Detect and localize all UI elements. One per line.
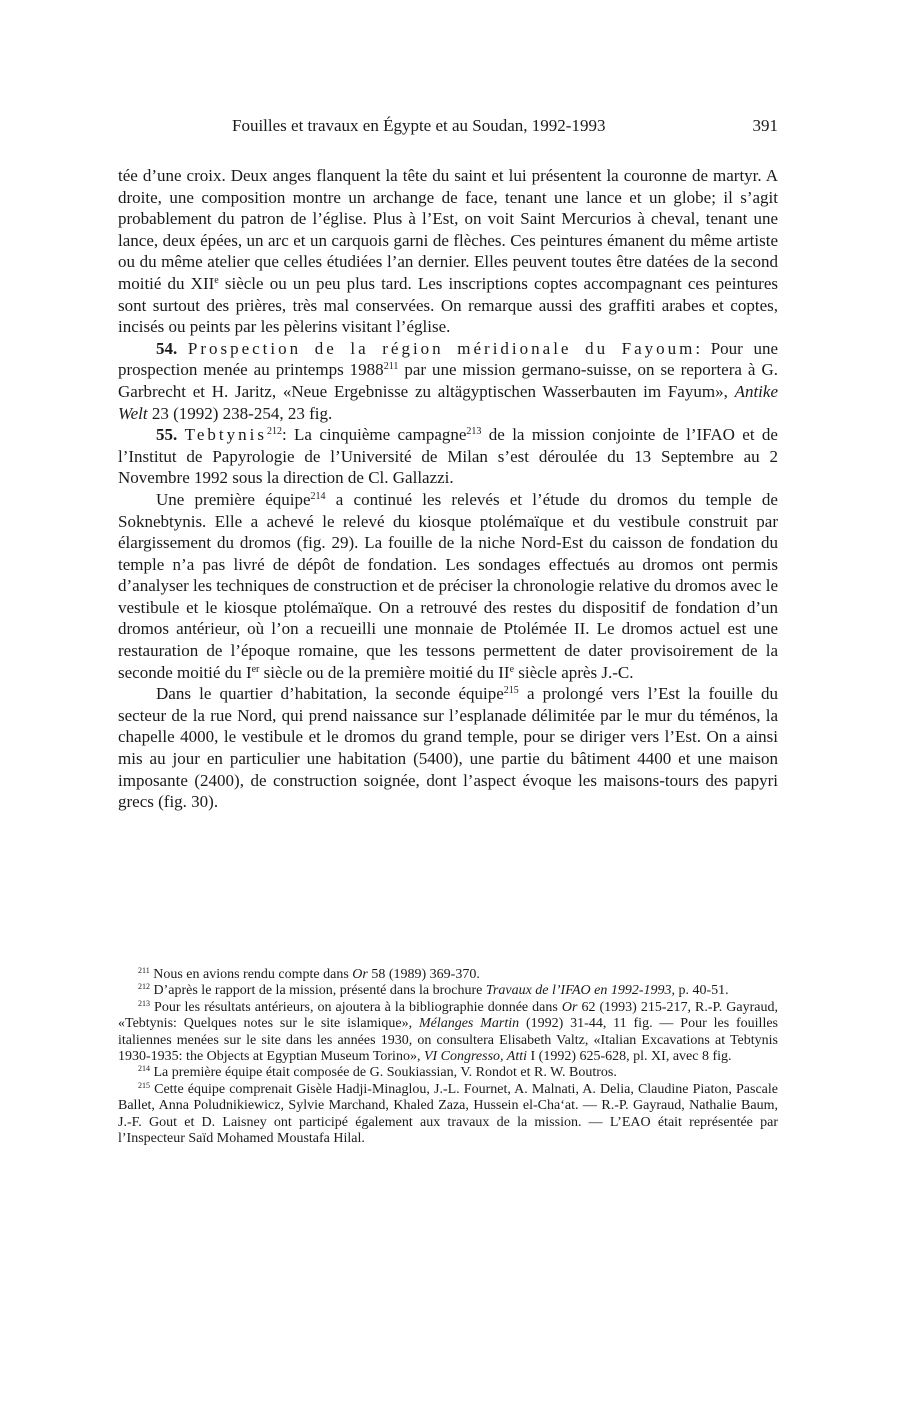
- footnote-ref: 215: [503, 685, 519, 697]
- running-head: [118, 116, 778, 140]
- paragraph-second-team: Dans le quartier d’habitation, la seconde équipe$^{215}$ a prolongé vers l’Est la fouille du secteur de la rue Nord, qui prend naissance sur l’esplanade délimitée par le mur du téménos, la chapelle 4000, le vestibule et le dromos du grand temple, pour se diriger vers l’Est. On a ainsi mis au jour en particulier une habitation (5400), une partie du bâtiment 4400 et une maison imposante (2400), de construction soignée, dont l’aspect évoque les maisons-tours des papyri grecs (fig. 30).: [118, 684, 778, 812]
- footnote-211: $^{211}$ Nous en avions rendu compte dans Or 58 (1989) 369-370.: [138, 966, 480, 982]
- section-heading: Prospection de la région méridionale du Fayoum: [187, 338, 696, 358]
- footnote-212: $^{212}$ D’après le rapport de la mission, présenté dans la brochure Travaux de l’IFAO en 1992-1993, p. 40-51.: [138, 982, 729, 999]
- page: [118, 116, 778, 813]
- footnote-ref: 211: [383, 361, 399, 373]
- section-number: 55.: [156, 425, 178, 445]
- section-number: 54.: [156, 338, 178, 358]
- footnotes: [118, 967, 778, 1147]
- footnote-ref: 213: [466, 426, 482, 438]
- body-text: [118, 165, 778, 813]
- section-55: 55. Tebtynis$^{212}$: La cinquième campagne$^{213}$ de la mission conjointe de l’IFAO et de l’Institut de Papyrologie de l’Université de Milan s’est déroulée du 13 Septembre au 2 Novembre 1992 sous la direction de Cl. Gallazzi.: [118, 425, 778, 488]
- footnote-ref: 214: [310, 490, 326, 502]
- section-heading: Tebtynis: [184, 425, 267, 445]
- footnote-213: $^{213}$ Pour les résultats antérieurs, on ajoutera à la bibliographie donnée dans Or 62 (1993) 215-217, R.-P. Gayraud, «Tebtynis: Quelques notes sur le site islamique», Mélanges Martin (1992) 31-44, 11 fig. — Pour les fouilles italiennes menées sur le site dans les années 1930, on consultera Elisabeth Valtz, «Italian Excavations at Tebtynis 1930-1935: the Objects at Egyptian Museum Torino», VI Congresso, Atti I (1992) 625-628, pl. XI, avec 8 fig.: [118, 998, 778, 1065]
- section-54: 54. Prospection de la région méridionale du Fayoum: Pour une prospection menée au printemps 1988$^{211}$ par une mission germano-suisse, on se reportera à G. Garbrecht et H. Jaritz, «Neue Ergebnisse zu altägyptischen Wasserbauten im Fayum», Antike Welt 23 (1992) 238-254, 23 fig.: [118, 338, 778, 423]
- continuation-paragraph: tée d’une croix. Deux anges flanquent la tête du saint et lui présentent la couronne de martyr. A droite, une composition montre un archange de face, tenant une lance et un globe; il s’agit probablement du patron de l’église. Plus à l’Est, on voit Saint Mercurios à cheval, tenant une lance, deux épées, un arc et un carquois garni de flèches. Ces peintures émanent du même artiste ou du même atelier que celles étudiées l’an dernier. Elles peuvent toutes être datées de la second moitié du XIIe siècle ou un peu plus tard. Les inscriptions coptes accompagnant ces peintures sont surtout des prières, très mal conservées. On remarque aussi des graffiti arabes et coptes, incisés ou peints par les pèlerins visitant l’église.: [118, 166, 778, 337]
- paragraph-first-team: Une première équipe$^{214}$ a continué les relevés et l’étude du dromos du temple de Soknebtynis. Elle a achevé le relevé du kiosque ptolémaïque et du vestibule construit par élargissement du dromos (fig. 29). La fouille de la niche Nord-Est du caisson de fondation du temple n’a pas livré de dépôt de fondation. Les sondages effectués au dromos ont permis d’analyser les techniques de construction et de préciser la chronologie relative du dromos avec le vestibule et le kiosque ptolémaïque. On a retrouvé des restes du dispositif de fondation d’un dromos antérieur, où l’on a recueilli une monnaie de Ptolémée II. Le dromos actuel est une restauration de l’époque romaine, que les tessons permettent de dater provisoirement de la seconde moitié du Ier siècle ou de la première moitié du IIe siècle après J.-C.: [118, 489, 778, 682]
- running-title: Fouilles et travaux en Égypte et au Soudan, 1992-1993: [232, 116, 606, 135]
- page-number: 391: [752, 116, 778, 135]
- footnote-214: $^{214}$ La première équipe était composée de G. Soukiassian, V. Rondot et R. W. Boutros.: [138, 1064, 617, 1081]
- footnote-215: $^{215}$ Cette équipe comprenait Gisèle Hadji-Minaglou, J.-L. Fournet, A. Malnati, A. Delia, Claudine Piaton, Pascale Ballet, Anna Poludnikiewicz, Sylvie Marchand, Khaled Zaza, Hussein el-Cha‘at. — R.-P. Gayraud, Nathalie Baum, J.-F. Gout et D. Laisney ont participé également aux travaux de la mission. — L’EAO était représentée par l’Inspecteur Saïd Mohamed Moustafa Hilal.: [118, 1080, 778, 1147]
- footnote-ref: 212: [266, 426, 282, 438]
